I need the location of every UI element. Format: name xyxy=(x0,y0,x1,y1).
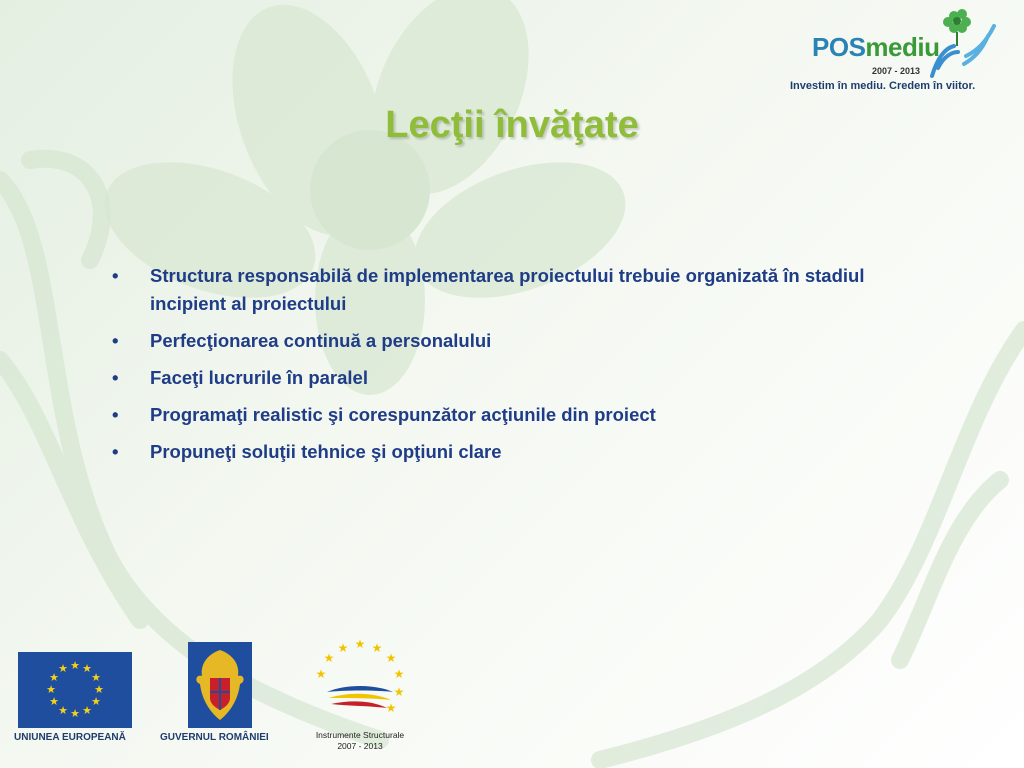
posmediu-logo xyxy=(782,6,1002,98)
instrumente-structurale-stars-icon xyxy=(305,632,415,732)
is-label-line1: Instrumente Structurale xyxy=(315,730,405,740)
eu-stars xyxy=(18,652,132,728)
gov-label: GUVERNUL ROMÂNIEI xyxy=(160,732,269,743)
bullet-text: Faceţi lucrurile în paralel xyxy=(150,367,368,388)
bullet-item xyxy=(112,327,942,355)
bullet-text: Programaţi realistic şi corespunzător acţiunile din proiect xyxy=(150,404,656,425)
bullet-marker: • xyxy=(112,404,119,425)
svg-text:★: ★ xyxy=(354,637,366,651)
bullet-text: Propuneţi soluţii tehnice şi opţiuni clare xyxy=(150,441,502,462)
bullet-marker: • xyxy=(112,330,119,351)
bullet-item xyxy=(112,262,942,318)
romanian-coat-of-arms-icon xyxy=(188,642,252,728)
footer-logos xyxy=(0,630,1024,768)
svg-text:★: ★ xyxy=(393,667,405,681)
bullet-text: Structura responsabilă de implementarea proiectului trebuie organizată în stadiul incipient al proiectului xyxy=(150,265,865,314)
svg-text:★: ★ xyxy=(58,662,68,675)
eu-flag-icon xyxy=(18,652,132,728)
logo-tagline: Investim în mediu. Credem în viitor. xyxy=(790,80,976,92)
svg-text:★: ★ xyxy=(371,641,383,655)
is-label-line2: 2007 - 2013 xyxy=(337,741,383,751)
svg-text:★: ★ xyxy=(46,683,56,696)
logo-mediu-text: mediu xyxy=(865,32,940,62)
svg-text:★: ★ xyxy=(337,641,349,655)
bullet-item xyxy=(112,438,942,466)
svg-text:★: ★ xyxy=(94,683,104,696)
logo-pos-text: POS xyxy=(812,32,866,62)
svg-text:★: ★ xyxy=(70,707,80,720)
svg-text:★: ★ xyxy=(91,695,101,708)
svg-text:★: ★ xyxy=(323,651,335,665)
bullet-list xyxy=(112,262,942,475)
svg-text:★: ★ xyxy=(58,704,68,717)
slide-title: Lecţii învăţate xyxy=(385,104,639,146)
svg-text:★: ★ xyxy=(70,659,80,672)
bullet-marker: • xyxy=(112,441,119,462)
svg-text:★: ★ xyxy=(91,671,101,684)
svg-text:★: ★ xyxy=(385,651,397,665)
svg-text:★: ★ xyxy=(82,704,92,717)
bullet-item xyxy=(112,364,942,392)
bullet-item xyxy=(112,401,942,429)
bullet-marker: • xyxy=(112,367,119,388)
svg-text:★: ★ xyxy=(393,685,405,699)
logo-years: 2007 - 2013 xyxy=(872,66,921,76)
svg-text:★: ★ xyxy=(49,671,59,684)
svg-text:★: ★ xyxy=(82,662,92,675)
posmediu-flower-hands-icon xyxy=(924,6,1002,80)
bullet-marker: • xyxy=(112,265,119,286)
eu-label: UNIUNEA EUROPEANĂ xyxy=(14,732,126,743)
svg-text:★: ★ xyxy=(315,667,327,681)
svg-text:★: ★ xyxy=(49,695,59,708)
bullet-text: Perfecţionarea continuă a personalului xyxy=(150,330,492,351)
logo-wordmark xyxy=(812,32,940,63)
svg-text:★: ★ xyxy=(385,701,397,715)
is-label xyxy=(310,730,410,752)
